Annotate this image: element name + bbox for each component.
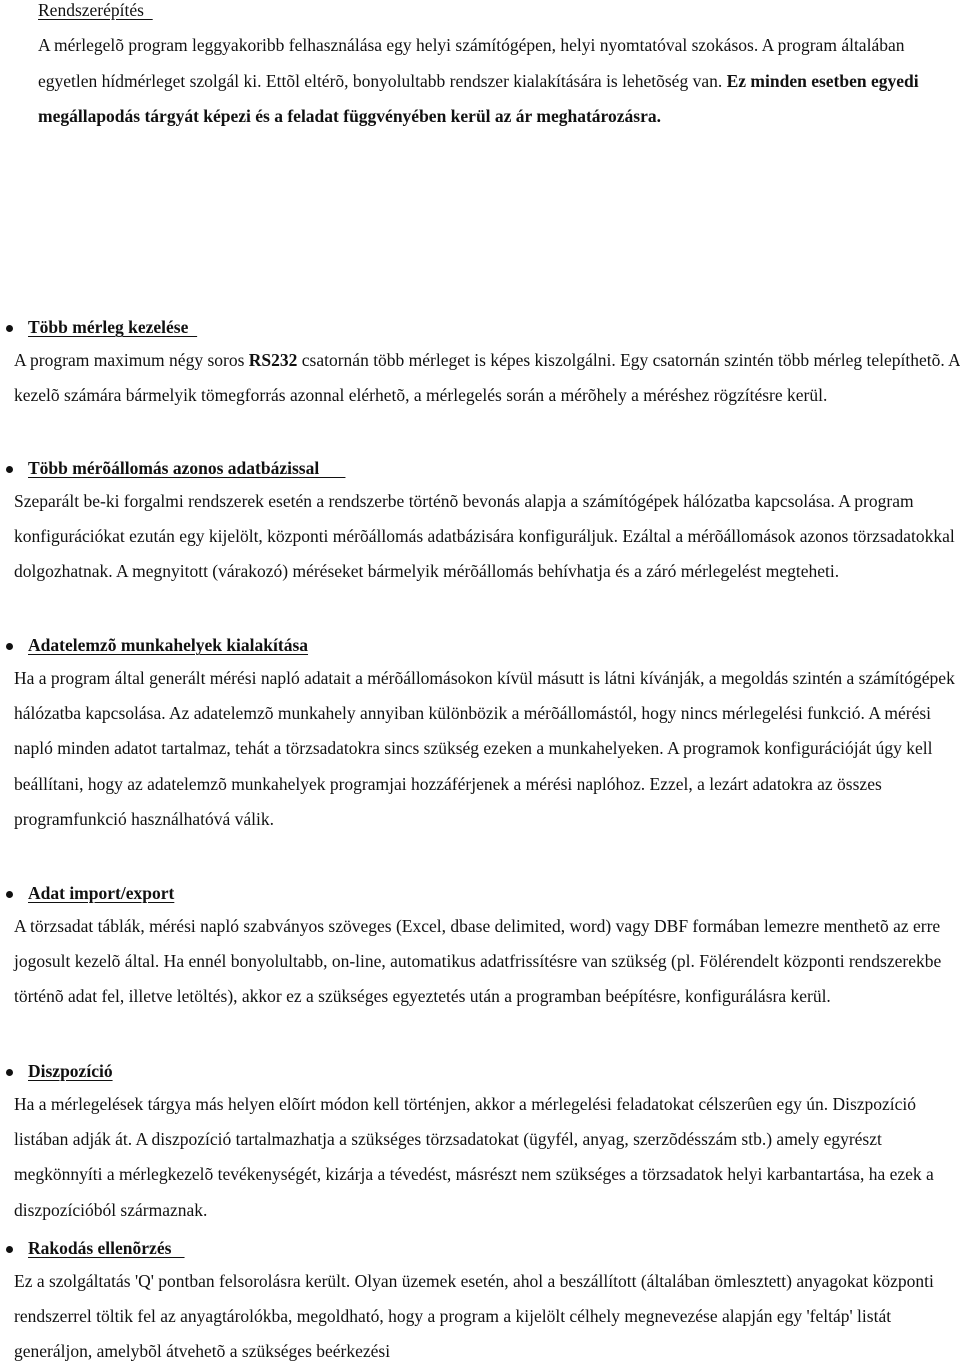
section-body-text: csatornán több mérleget is képes kiszolgálni. Egy csatornán szintén több mérleg telepíthetõ. A kezelõ számára bármelyik tömegforrás azonnal elérhetõ, a mérlegelés során a mérõhely a méréshez rögzítésre kerül. [14, 350, 960, 406]
section-tobb-meroallomas [0, 452, 960, 590]
section-rakodas-ellenorzes [0, 1232, 960, 1370]
section-adat-import-export [0, 877, 960, 1015]
intro-text-bold: Ez minden esetben egyedi megállapodás tárgyát képezi és a feladat függvényében kerül az ár meghatározásra. [38, 70, 919, 126]
section-body: Szeparált be-ki forgalmi rendszerek esetén a rendszerbe történõ bevonás alapja a számítógépek hálózatba kapcsolása. A program konfigurációkat ezután egy kijelölt, központi mérõállomás adatbázisára konfiguráljuk. Ezáltal a mérõállomások azonos törzsadatokkal dolgozhatnak. A megnyitott (várakozó) méréseket bármelyik mérõállomás behívhatja és a záró mérlegelést megteheti. [14, 491, 955, 582]
intro-title: Rendszerépítés [38, 0, 153, 20]
section-title: Diszpozíció [28, 1061, 113, 1081]
section-diszpozicio [0, 1055, 960, 1228]
section-body: Ha a program által generált mérési napló adatait a mérõállomásokon kívül másutt is látni kívánják, a megoldás szintén a számítógépek hálózatba kapcsolása. Az adatelemzõ munkahely annyiban különbözik a mérõállomástól, hogy nincs mérlegelési funkció. A mérési napló minden adatot tartalmaz, tehát a törzsadatokra sincs szükség ezeken a munkahelyeken. A programok konfigurációját úgy kell beállítani, hogy az adatelemzõ munkahelyek programjai hozzáférjenek a mérési naplóhoz. Ezzel, a lezárt adatokra az összes programfunkció használhatóvá válik. [14, 668, 955, 829]
rs232-text: RS232 [248, 350, 298, 370]
section-body: Ez a szolgáltatás 'Q' pontban felsorolásra került. Olyan üzemek esetén, ahol a beszállított (általában ömlesztett) anyagokat központi rendszerrel töltik fel az anyagtárolókba, megoldható, hogy a program a kijelölt célhely megnevezése alapján egy 'feltáp' listát generáljon, amelybõl átvehetõ a szükséges beérkezési [14, 1271, 934, 1362]
section-title: Adatelemzõ munkahelyek kialakítása [28, 635, 309, 655]
section-tobb-merleg [0, 311, 960, 413]
section-body: Ha a mérlegelések tárgya más helyen elõírt módon kell történjen, akkor a mérlegelési feladatokat célszerûen egy ún. Diszpozíció listában adják át. A diszpozíció tartalmazhatja a szükséges törzsadatokat (ügyfél, anyag, szerzõdésszám stb.) amely egyrészt megkönnyíti a mérlegkezelõ tevékenységét, kizárja a tévedést, másrészt nem szükséges a törzsadatok helyi karbantartása, ha ezek a diszpozícióból származnak. [14, 1094, 934, 1220]
section-title: Adat import/export [28, 883, 175, 903]
bullet-icon [6, 466, 13, 473]
section-body [14, 343, 960, 413]
section-body-text: A program maximum négy soros [14, 350, 249, 370]
bullet-icon [6, 1246, 13, 1253]
section-body: A törzsadat táblák, mérési napló szabványos szöveges (Excel, dbase delimited, word) vagy DBF formában lemezre menthetõ az erre jogosult kezelõ által. Ha ennél bonyolultabb, on-line, automatikus adatfrissítésre van szükség (pl. Fölérendelt központi rendszerekbe történõ adat fel, illetve letöltés), akkor ez a szükséges egyeztetés után a programban beépítésre, konfigurálásra kerül. [14, 916, 942, 1007]
section-title: Több mérleg kezelése [28, 317, 198, 337]
section-title: Több mérõállomás azonos adatbázissal [28, 458, 346, 478]
bullet-icon [6, 325, 13, 332]
bullet-icon [6, 891, 13, 898]
intro-paragraph [38, 28, 948, 135]
intro-text: A mérlegelõ program leggyakoribb felhasználása egy helyi számítógépen, helyi nyomtatóval szokásos. A program általában egyetlen hídmérleget szolgál ki. Ettõl eltérõ, bonyolultabb rendszer kialakítására is lehetõség van. [38, 35, 905, 91]
bullet-icon [6, 1069, 13, 1076]
bullet-icon [6, 643, 13, 650]
section-adatelemzo [0, 629, 960, 837]
section-title: Rakodás ellenõrzés [28, 1238, 185, 1258]
